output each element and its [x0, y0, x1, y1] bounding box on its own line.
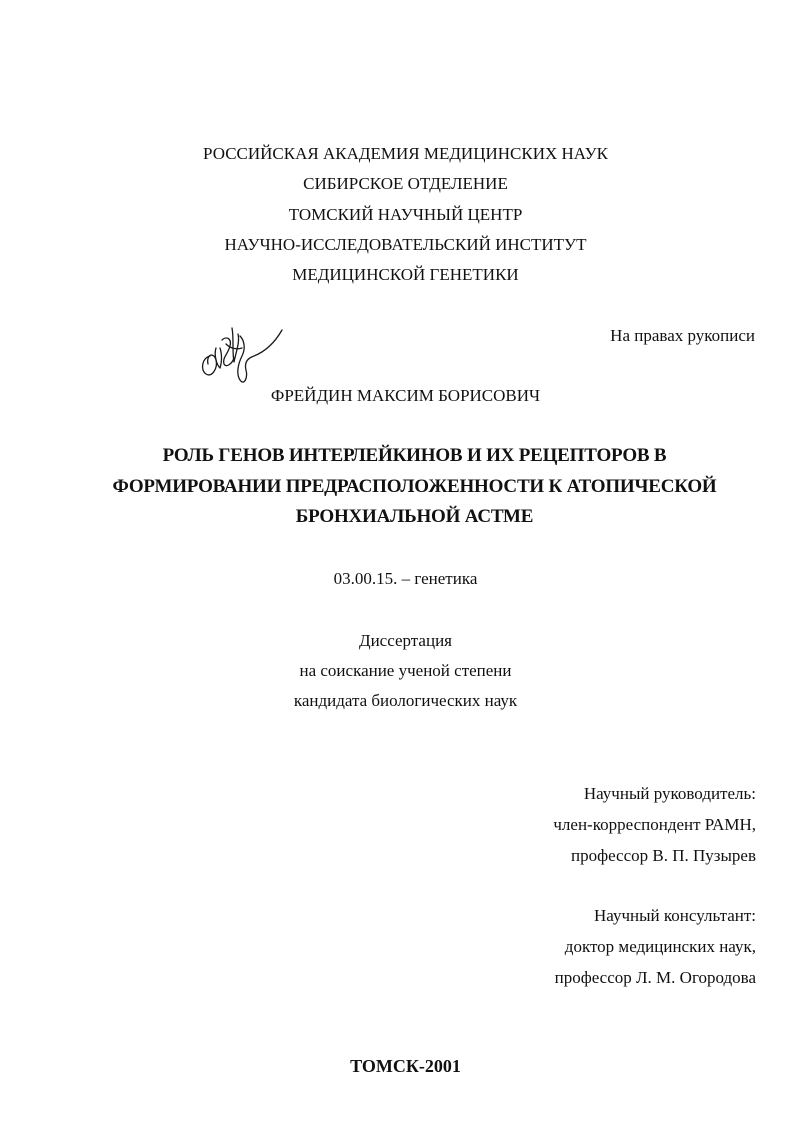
city-year: ТОМСК-2001 [350, 1056, 461, 1076]
supervisor-line-2: член-корреспондент РАМН, [553, 815, 756, 834]
consultant-line-2: доктор медицинских наук, [564, 937, 756, 956]
consultant-line-3: профессор Л. М. Огородова [554, 968, 756, 987]
header-line-genetics: МЕДИЦИНСКОЙ ГЕНЕТИКИ [292, 265, 519, 284]
consultant-line-1: Научный консультант: [594, 906, 756, 925]
header-line-institute: НАУЧНО-ИССЛЕДОВАТЕЛЬСКИЙ ИНСТИТУТ [224, 235, 587, 254]
header-line-academy: РОССИЙСКАЯ АКАДЕМИЯ МЕДИЦИНСКИХ НАУК [203, 144, 608, 163]
dissertation-line-2: на соискание ученой степени [299, 661, 512, 680]
supervisor-line-3: профессор В. П. Пузырев [570, 846, 756, 865]
title-line-3: БРОНХИАЛЬНОЙ АСТМЕ [295, 506, 534, 527]
specialty-code: 03.00.15. – генетика [333, 569, 478, 588]
header-line-center: ТОМСКИЙ НАУЧНЫЙ ЦЕНТР [288, 205, 523, 224]
manuscript-rights-note: На правах рукописи [610, 326, 755, 345]
author-name: ФРЕЙДИН МАКСИМ БОРИСОВИЧ [270, 386, 541, 405]
handwritten-signature-icon [196, 318, 288, 390]
supervisor-line-1: Научный руководитель: [583, 784, 756, 803]
title-line-1: РОЛЬ ГЕНОВ ИНТЕРЛЕЙКИНОВ И ИХ РЕЦЕПТОРОВ В [162, 445, 667, 466]
dissertation-line-1: Диссертация [358, 631, 452, 650]
header-line-branch: СИБИРСКОЕ ОТДЕЛЕНИЕ [303, 174, 508, 193]
dissertation-line-3: кандидата биологических наук [293, 691, 518, 710]
title-line-2: ФОРМИРОВАНИИ ПРЕДРАСПОЛОЖЕННОСТИ К АТОПИЧЕСКОЙ [112, 476, 717, 497]
